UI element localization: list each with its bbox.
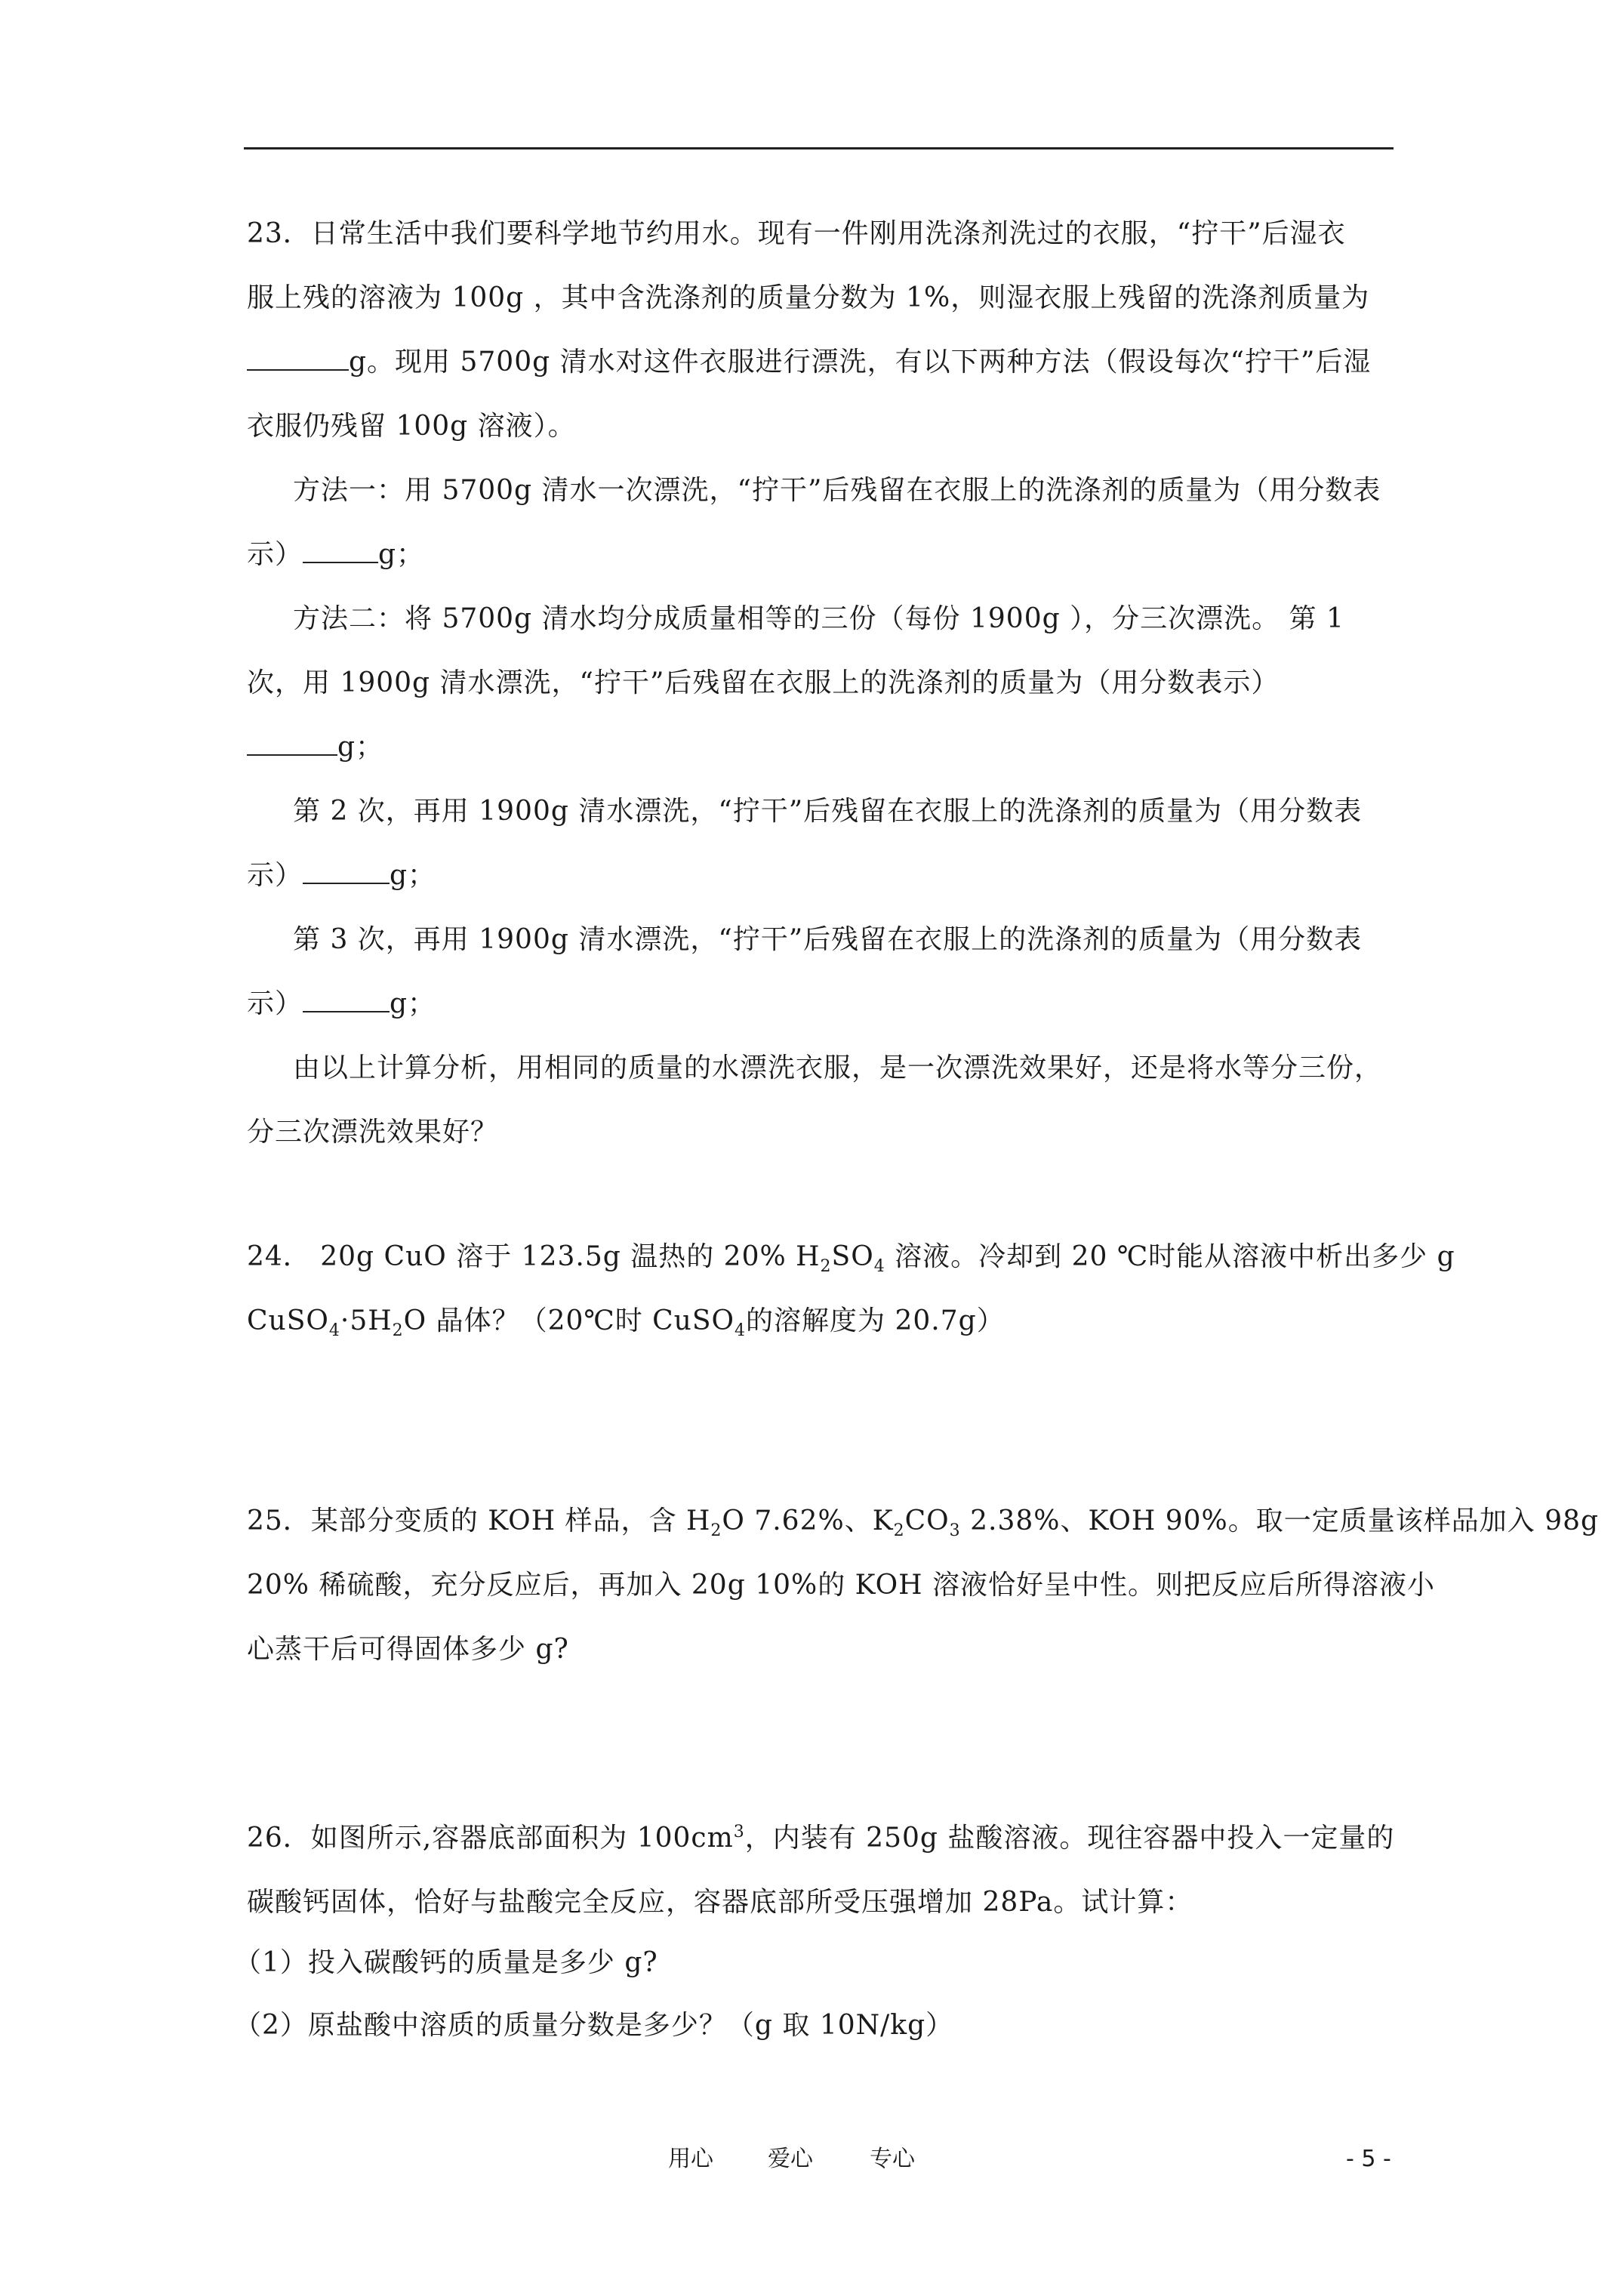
footer-motto-1: 用心 bbox=[668, 2146, 713, 2172]
footer-motto-2: 爱心 bbox=[768, 2146, 813, 2172]
subscript: 3 bbox=[949, 1521, 961, 1541]
q25-line-1 bbox=[247, 1502, 1600, 1541]
subscript: 2 bbox=[820, 1257, 832, 1277]
q26-text: 26．如图所示,容器底部面积为 100cm bbox=[247, 1823, 734, 1854]
q23-method1-line-1: 方法一：用 5700g 清水一次漂洗，“拧干”后残留在衣服上的洗涤剂的质量为（用分数表 bbox=[293, 475, 1381, 506]
answer-blank[interactable] bbox=[247, 729, 337, 756]
q23-step2-line-2 bbox=[247, 857, 1409, 895]
q23-step3-line-1: 第 3 次，再用 1900g 清水漂洗，“拧干”后残留在衣服上的洗涤剂的质量为（用分数表 bbox=[293, 924, 1363, 955]
q25-text: 25．某部分变质的 KOH 样品，含 H bbox=[247, 1505, 711, 1536]
q24-text: 24． 20g CuO 溶于 123.5g 温热的 20% H bbox=[247, 1241, 821, 1272]
q24-text: O 晶体？（20℃时 CuSO bbox=[403, 1305, 735, 1336]
subscript: 2 bbox=[893, 1521, 905, 1541]
q23-method2-line-2: 次，用 1900g 清水漂洗，“拧干”后残留在衣服上的洗涤剂的质量为（用分数表示） bbox=[247, 667, 1280, 698]
subscript: 2 bbox=[392, 1321, 404, 1341]
answer-blank[interactable] bbox=[247, 344, 349, 371]
q23-step2-line-1: 第 2 次，再用 1900g 清水漂洗，“拧干”后残留在衣服上的洗涤剂的质量为（用分数表 bbox=[293, 796, 1363, 827]
q26-line-1 bbox=[247, 1820, 1409, 1857]
q23-step3-pre: 示） bbox=[247, 988, 303, 1019]
q24-text: ·5H bbox=[340, 1305, 393, 1336]
q23-conclusion-line-2: 分三次漂洗效果好？ bbox=[247, 1117, 499, 1148]
answer-blank[interactable] bbox=[303, 857, 390, 884]
q23-method2-line-3 bbox=[247, 729, 1409, 766]
q23-line-1: 23．日常生活中我们要科学地节约用水。现有一件刚用洗涤剂洗过的衣服，“拧干”后湿衣 bbox=[247, 218, 1346, 249]
q26-subquestion-2: （2）原盐酸中溶质的质量分数是多少？（g 取 10N/kg） bbox=[234, 2010, 954, 2041]
q25-text: CO bbox=[904, 1505, 950, 1536]
q24-text: SO bbox=[831, 1241, 874, 1272]
q24-line-2 bbox=[247, 1302, 1409, 1340]
q25-text: O 7.62%、K bbox=[722, 1505, 894, 1536]
q25-line-3: 心蒸干后可得固体多少 g? bbox=[247, 1634, 569, 1665]
subscript: 4 bbox=[735, 1321, 747, 1341]
q26-text: ，内装有 250g 盐酸溶液。现往容器中投入一定量的 bbox=[744, 1823, 1395, 1854]
q23-step3-post: g； bbox=[390, 988, 436, 1019]
superscript: 3 bbox=[733, 1823, 745, 1841]
header-rule bbox=[244, 147, 1394, 149]
q23-step3-line-2 bbox=[247, 985, 1409, 1023]
page-number: - 5 - bbox=[1346, 2146, 1391, 2172]
q23-conclusion-line-1: 由以上计算分析，用相同的质量的水漂洗衣服，是一次漂洗效果好，还是将水等分三份， bbox=[293, 1052, 1383, 1083]
q26-line-2: 碳酸钙固体，恰好与盐酸完全反应，容器底部所受压强增加 28Pa。试计算： bbox=[247, 1887, 1193, 1918]
q25-text: 2.38%、KOH 90%。取一定质量该样品加入 98g bbox=[960, 1505, 1600, 1536]
footer-motto-3: 专心 bbox=[870, 2146, 915, 2172]
q23-line-3 bbox=[247, 344, 1409, 381]
q24-text: CuSO bbox=[247, 1305, 329, 1336]
answer-blank[interactable] bbox=[303, 985, 390, 1012]
q23-step2-pre: 示） bbox=[247, 860, 303, 891]
q24-text: 的溶解度为 20.7g） bbox=[746, 1305, 1005, 1336]
answer-blank[interactable] bbox=[303, 536, 378, 563]
q23-method1-post: g； bbox=[378, 539, 425, 570]
q24-text: 溶液。冷却到 20 ℃时能从溶液中析出多少 g bbox=[885, 1241, 1455, 1272]
q23-method2-line-1: 方法二：将 5700g 清水均分成质量相等的三份（每份 1900g ），分三次漂洗。 第 1 bbox=[293, 603, 1344, 634]
q23-line-4: 衣服仍残留 100g 溶液）。 bbox=[247, 411, 576, 442]
q23-method2-post: g； bbox=[337, 732, 384, 763]
q24-line-1 bbox=[247, 1238, 1455, 1277]
q26-subquestion-1: （1）投入碳酸钙的质量是多少 g? bbox=[234, 1947, 658, 1978]
q25-line-2: 20% 稀硫酸，充分反应后，再加入 20g 10%的 KOH 溶液恰好呈中性。则把反应后所得溶液小 bbox=[247, 1570, 1435, 1601]
subscript: 4 bbox=[873, 1257, 885, 1277]
q23-line-3-text: g。现用 5700g 清水对这件衣服进行漂洗，有以下两种方法（假设每次“拧干”后湿 bbox=[349, 347, 1372, 378]
q23-method1-pre: 示） bbox=[247, 539, 303, 570]
subscript: 4 bbox=[328, 1321, 340, 1341]
subscript: 2 bbox=[710, 1521, 722, 1541]
q23-method1-line-2 bbox=[247, 536, 1409, 574]
q23-step2-post: g； bbox=[390, 860, 436, 891]
q23-line-2: 服上残的溶液为 100g ，其中含洗涤剂的质量分数为 1%，则湿衣服上残留的洗涤剂质量为 bbox=[247, 282, 1370, 313]
